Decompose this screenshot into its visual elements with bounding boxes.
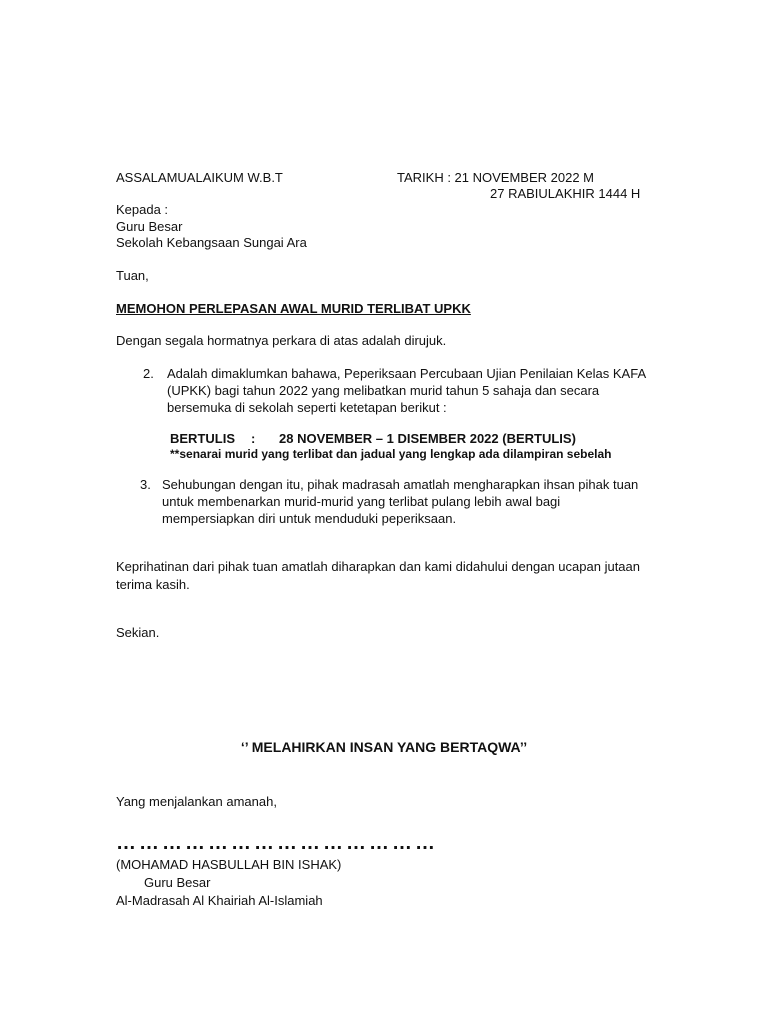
para3-line: untuk membenarkan murid-murid yang terlibat pulang lebih awal bagi [162,494,561,509]
schedule-date: 28 NOVEMBER – 1 DISEMBER 2022 (BERTULIS) [279,431,576,446]
subject-heading: MEMOHON PERLEPASAN AWAL MURID TERLIBAT UPKK [116,301,471,316]
recipient-school: Sekolah Kebangsaan Sungai Ara [116,235,307,250]
schedule-note: **senarai murid yang terlibat dan jadual yang lengkap ada dilampiran sebelah [170,447,612,461]
para3-line: Sehubungan dengan itu, pihak madrasah amatlah mengharapkan ihsan pihak tuan [162,477,639,492]
closing-line: Keprihatinan dari pihak tuan amatlah diharapkan dan kami didahului dengan ucapan jutaan [116,559,640,574]
intro-paragraph: Dengan segala hormatnya perkara di atas adalah dirujuk. [116,333,447,348]
para2-line: (UPKK) bagi tahun 2022 yang melibatkan murid tahun 5 sahaja dan secara [167,383,600,398]
recipient-title: Guru Besar [116,219,183,234]
salutation: Tuan, [116,268,149,283]
sekian: Sekian. [116,625,160,640]
recipient-label: Kepada : [116,202,169,217]
date-line-gregorian: TARIKH : 21 NOVEMBER 2022 M [397,170,594,185]
signatory-institution: Al-Madrasah Al Khairiah Al-Islamiah [116,893,323,908]
schedule-label: BERTULIS [170,431,235,446]
signature-line: …………………………………… [116,832,438,854]
para3-number: 3. [140,477,151,492]
signature-intro: Yang menjalankan amanah, [116,794,277,809]
para2-line: bersemuka di sekolah seperti ketetapan berikut : [167,400,447,415]
date-line-hijri: 27 RABIULAKHIR 1444 H [490,186,641,201]
para2-line: Adalah dimaklumkan bahawa, Peperiksaan Percubaan Ujian Penilaian Kelas KAFA [167,366,647,381]
motto: ‘’ MELAHIRKAN INSAN YANG BERTAQWA’’ [240,739,528,755]
para2-number: 2. [143,366,154,381]
signatory-position: Guru Besar [144,875,211,890]
schedule-colon: : [251,431,256,446]
signatory-name: (MOHAMAD HASBULLAH BIN ISHAK) [116,857,342,872]
closing-line: terima kasih. [116,577,190,592]
para3-line: mempersiapkan diri untuk menduduki peperiksaan. [162,511,457,526]
greeting: ASSALAMUALAIKUM W.B.T [116,170,283,185]
